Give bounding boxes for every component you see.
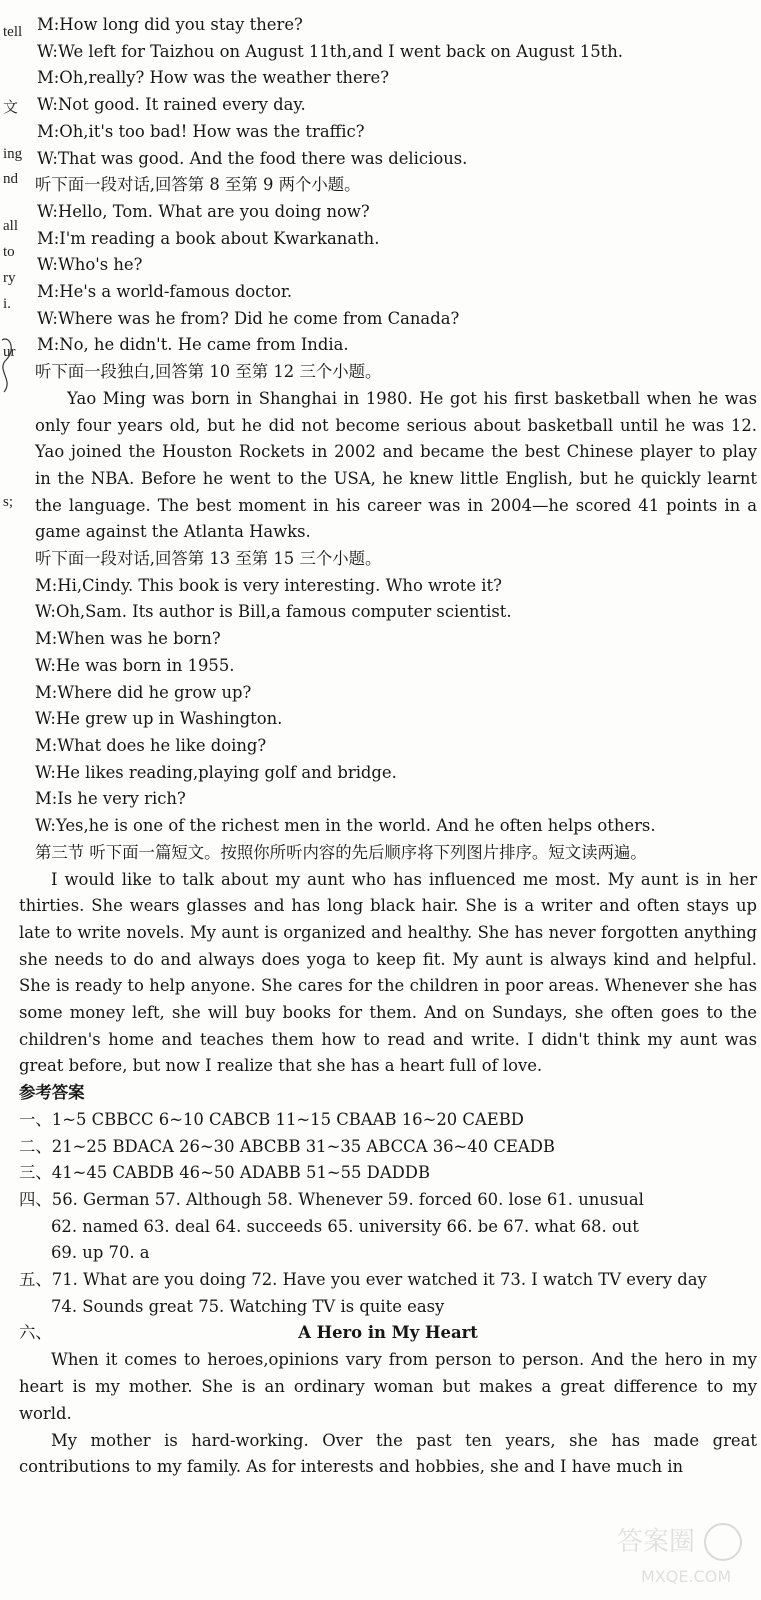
dialogue-line: W:Yes,he is one of the richest men in the world. And he often helps others. — [35, 816, 656, 836]
margin-fragment: ur — [3, 344, 16, 360]
dialogue-line: W:Oh,Sam. Its author is Bill,a famous computer scientist. — [35, 602, 512, 622]
dialogue-line: W:We left for Taizhou on August 11th,and I went back on August 15th. — [37, 41, 624, 61]
margin-fragment: nd — [3, 171, 18, 187]
answer-row: 74. Sounds great 75. Watching TV is quite easy — [51, 1296, 445, 1316]
dialogue-line: W:He grew up in Washington. — [35, 709, 283, 729]
margin-fragment: ing — [3, 146, 23, 162]
section-heading: 听下面一段独白,回答第 10 至第 12 三个小题。 — [35, 362, 382, 382]
dialogue-line: W:He was born in 1955. — [35, 655, 235, 675]
margin-scribble-graphic — [0, 330, 18, 400]
essay-paragraph: My mother is hard-working. Over the past ten years, she has made great contributions to my family. As for interests and hobbies, she and I have much in — [19, 1430, 757, 1477]
section-heading: 听下面一段对话,回答第 13 至第 15 三个小题。 — [35, 549, 382, 569]
answer-row: 一、1~5 CBBCC 6~10 CABCB 11~15 CBAAB 16~20 CAEBD — [19, 1109, 524, 1129]
answers-heading: 参考答案 — [19, 1083, 85, 1103]
dialogue-line: M:Is he very rich? — [35, 789, 186, 809]
margin-fragment: ry — [3, 270, 16, 286]
dialogue-line: W:That was good. And the food there was delicious. — [37, 148, 468, 168]
answer-row: 三、41~45 CABDB 46~50 ADABB 51~55 DADDB — [19, 1163, 430, 1183]
dialogue-line: W:Who's he? — [37, 255, 143, 275]
answer-row: 62. named 63. deal 64. succeeds 65. university 66. be 67. what 68. out — [51, 1216, 639, 1236]
essay-number: 六、 — [19, 1323, 52, 1343]
dialogue-line: M:No, he didn't. He came from India. — [37, 335, 349, 355]
dialogue-line: M:How long did you stay there? — [37, 15, 303, 34]
dialogue-line: W:He likes reading,playing golf and bridge. — [35, 762, 397, 782]
monologue-paragraph: Yao Ming was born in Shanghai in 1980. He got his first basketball when he was only four years old, but he did not become serious about basketball until he was 12. Yao joined the Houston Rockets in 2002 and became the best Chinese player to play in the NBA. Before he went to the USA, he knew little English, but he quickly learnt the language. The best moment in his career was in 2004—he scored 41 points in a game against the Atlanta Hawks. — [35, 388, 757, 542]
margin-fragment: s; — [3, 494, 14, 510]
part3-heading: 第三节 听下面一篇短文。按照你所听内容的先后顺序将下列图片排序。短文读两遍。 — [35, 842, 647, 862]
dialogue-line: W:Where was he from? Did he come from Canada? — [37, 308, 460, 328]
dialogue-line: M:Oh,really? How was the weather there? — [37, 68, 389, 88]
dialogue-line: M:Hi,Cindy. This book is very interesting. Who wrote it? — [35, 575, 502, 595]
dialogue-line: M:Where did he grow up? — [35, 682, 252, 702]
margin-fragment: 文 — [3, 100, 19, 116]
answer-row: 69. up 70. a — [51, 1243, 150, 1263]
svg-text:答案圈: 答案圈 — [617, 1527, 696, 1557]
answer-row: 二、21~25 BDACA 26~30 ABCBB 31~35 ABCCA 36~40 CEADB — [19, 1136, 555, 1156]
dialogue-line: W:Not good. It rained every day. — [37, 95, 306, 115]
essay-paragraph: When it comes to heroes,opinions vary from person to person. And the hero in my heart is my mother. She is an ordinary woman but makes a great difference to my world. — [19, 1350, 757, 1423]
dialogue-line: M:Oh,it's too bad! How was the traffic? — [37, 121, 365, 141]
essay-header — [19, 1320, 757, 1347]
dialogue-line: M:What does he like doing? — [35, 735, 267, 755]
margin-fragment: all — [3, 218, 18, 234]
dialogue-line: M:When was he born? — [35, 629, 221, 649]
answer-row: 四、56. German 57. Although 58. Whenever 59. forced 60. lose 61. unusual — [19, 1189, 644, 1209]
section-heading: 听下面一段对话,回答第 8 至第 9 两个小题。 — [35, 175, 361, 195]
margin-fragment: tell — [3, 24, 23, 40]
dialogue-line: M:I'm reading a book about Kwarkanath. — [37, 228, 380, 248]
part3-passage: I would like to talk about my aunt who has influenced me most. My aunt is in her thirties. She wears glasses and has long black hair. She is a writer and often stays up late to write novels. My aunt is organized and healthy. She has never forgotten anything she needs to do and always does yoga to keep fit. My aunt is always kind and helpful. She is ready to help anyone. She cares for the children in poor areas. Whenever she has some money left, she will buy books for them. And on Sundays, she often goes to the children's home and teaches them how to read and write. I didn't think my aunt was great before, but now I realize that she has a heart full of love. — [19, 869, 757, 1076]
dialogue-line: M:He's a world-famous doctor. — [37, 282, 293, 302]
dialogue-line: W:Hello, Tom. What are you doing now? — [37, 201, 370, 221]
document-page — [19, 12, 757, 1481]
margin-fragment: i. — [3, 296, 11, 312]
essay-title: A Hero in My Heart — [298, 1323, 478, 1343]
svg-text:MXQE.COM: MXQE.COM — [641, 1567, 732, 1586]
watermark-logo — [611, 1512, 751, 1592]
margin-fragment: to — [3, 244, 15, 260]
answer-row: 五、71. What are you doing 72. Have you ever watched it 73. I watch TV every day — [19, 1270, 707, 1290]
